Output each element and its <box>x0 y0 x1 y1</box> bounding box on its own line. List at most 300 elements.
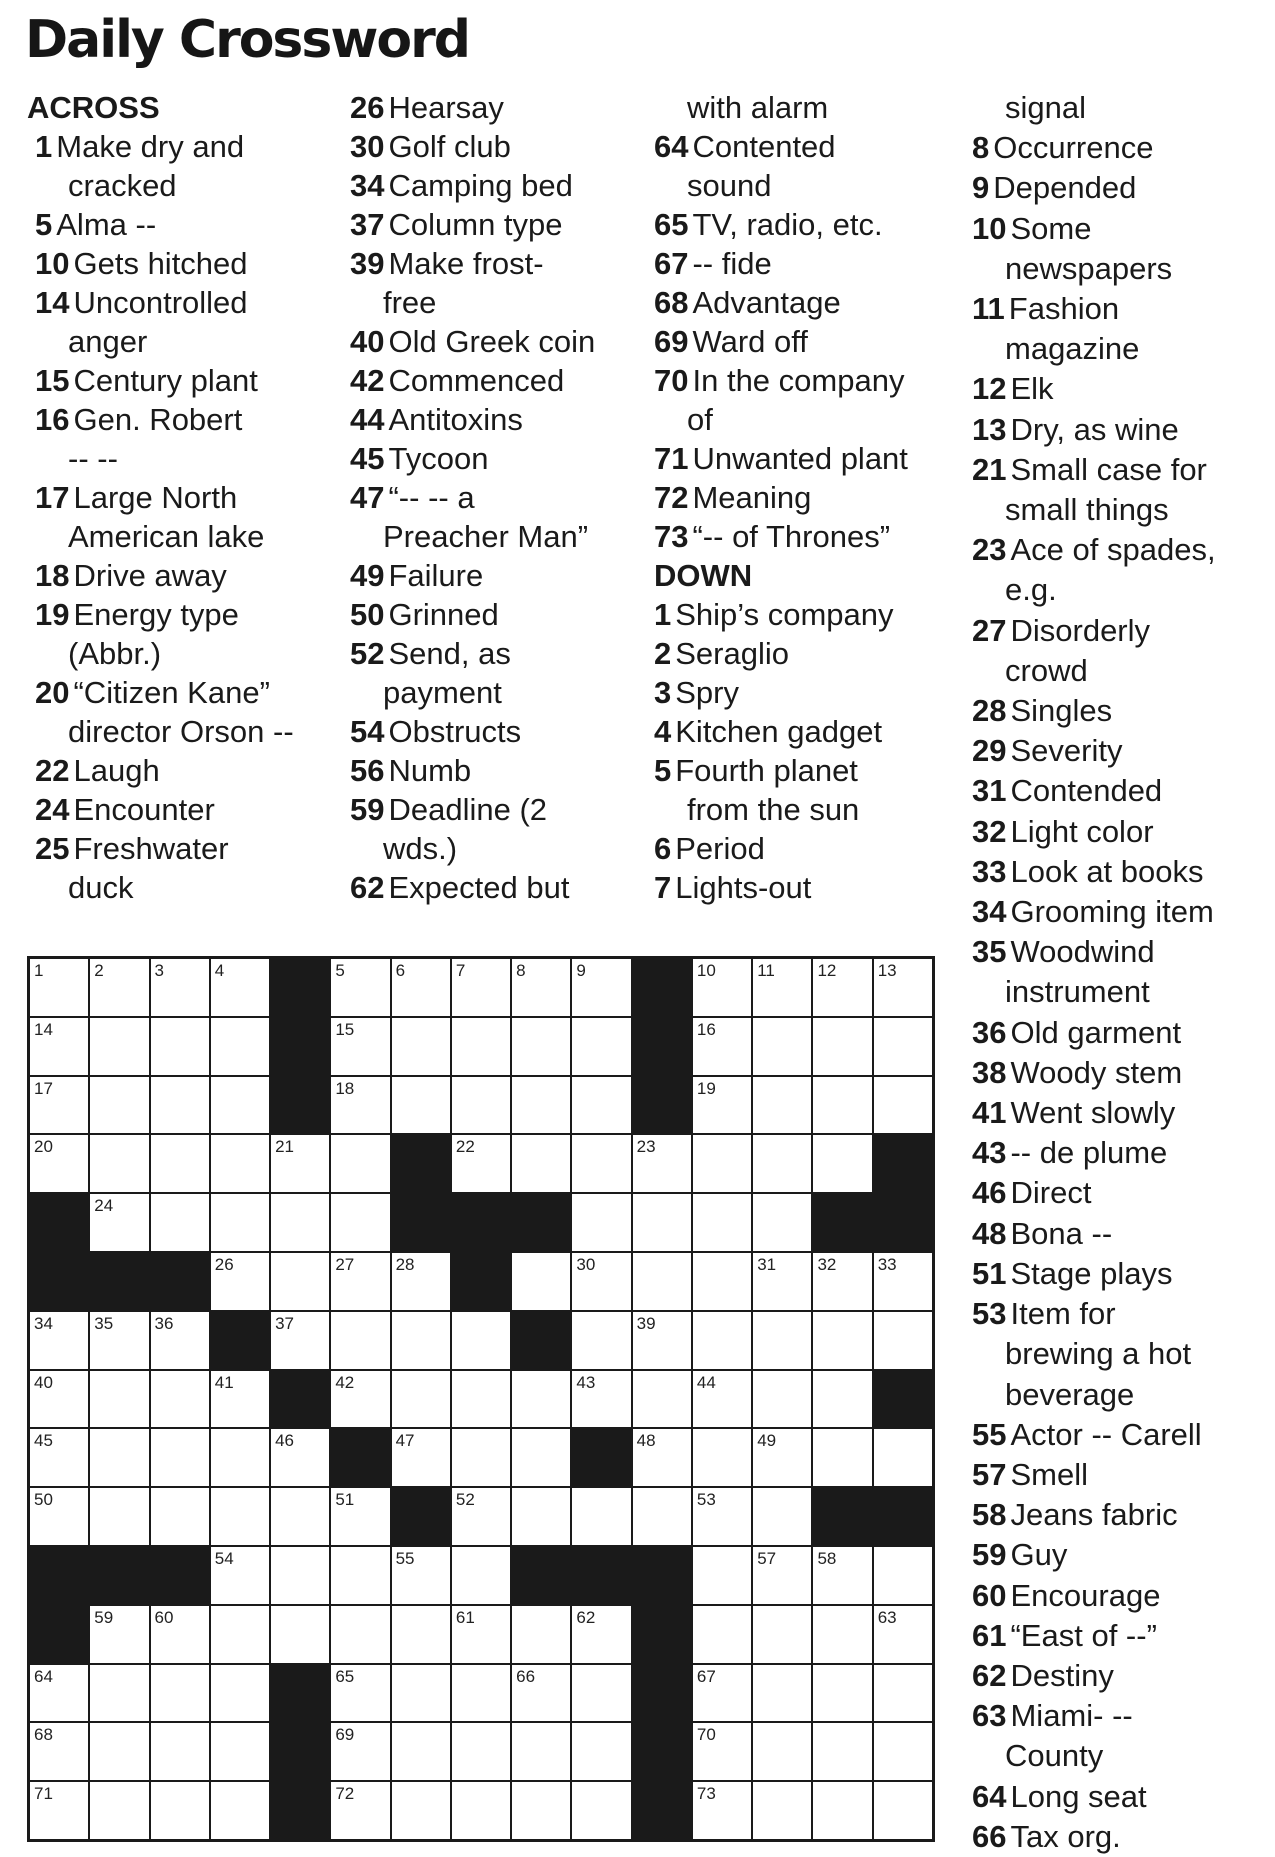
clue-number: 18 <box>35 558 70 593</box>
grid-cell[interactable] <box>572 1018 630 1075</box>
grid-cell[interactable] <box>331 1135 389 1192</box>
cell-number: 46 <box>275 1431 294 1451</box>
clue-text: Disorderly <box>1010 612 1151 648</box>
cell-number: 31 <box>757 1254 777 1274</box>
grid-cell[interactable] <box>392 1723 450 1780</box>
grid-cell[interactable] <box>211 1547 269 1604</box>
grid-cell[interactable] <box>693 1018 751 1075</box>
clue-text: Elk <box>1010 371 1054 407</box>
grid-block <box>151 1253 209 1310</box>
cell-number: 47 <box>395 1431 415 1451</box>
grid-cell[interactable] <box>331 1253 389 1310</box>
clue-text: TV, radio, etc. <box>692 207 883 242</box>
grid-cell[interactable] <box>633 1429 691 1486</box>
clue-number: 62 <box>350 870 385 905</box>
clue-continuation: free <box>383 285 437 320</box>
grid-cell[interactable] <box>693 1665 751 1722</box>
grid-cell[interactable] <box>633 1194 691 1251</box>
grid-cell[interactable] <box>211 1665 269 1722</box>
grid-cell[interactable] <box>90 1194 148 1251</box>
clue-number: 60 <box>972 1577 1007 1613</box>
grid-cell[interactable] <box>512 1488 570 1545</box>
clue-continuation: instrument <box>1005 974 1150 1010</box>
grid-cell[interactable] <box>151 1665 209 1722</box>
grid-cell[interactable] <box>392 1253 450 1310</box>
grid-cell[interactable] <box>572 1312 630 1369</box>
grid-cell[interactable] <box>693 1723 751 1780</box>
grid-cell[interactable] <box>753 1135 811 1192</box>
grid-cell[interactable] <box>512 1782 570 1839</box>
clue-text: Grooming item <box>1010 894 1214 930</box>
clue-continuation: sound <box>687 168 772 203</box>
grid-cell[interactable] <box>331 1018 389 1075</box>
clue-text: Send, as <box>388 636 511 671</box>
grid-cell[interactable] <box>753 1429 811 1486</box>
clue-number: 53 <box>972 1296 1007 1332</box>
grid-cell[interactable] <box>753 1077 811 1134</box>
grid-cell[interactable] <box>392 1547 450 1604</box>
clue-item <box>654 322 954 361</box>
clue-item <box>654 595 954 634</box>
clue-item <box>350 361 650 400</box>
grid-cell[interactable] <box>452 1547 510 1604</box>
grid-cell[interactable] <box>753 1194 811 1251</box>
clue-continuation: crowd <box>1005 652 1088 688</box>
grid-cell[interactable] <box>211 1488 269 1545</box>
grid-cell[interactable] <box>331 1371 389 1428</box>
grid-cell[interactable] <box>753 1665 811 1722</box>
grid-cell[interactable] <box>90 1312 148 1369</box>
grid-block <box>151 1547 209 1604</box>
grid-cell[interactable] <box>452 1488 510 1545</box>
grid-cell[interactable] <box>211 1723 269 1780</box>
clue-number: 26 <box>350 90 385 125</box>
cell-number: 42 <box>335 1372 355 1392</box>
grid-cell[interactable] <box>753 1371 811 1428</box>
clue-text: Alma -- <box>56 207 157 242</box>
grid-cell[interactable] <box>693 1606 751 1663</box>
grid-cell[interactable] <box>90 1606 148 1663</box>
grid-cell[interactable] <box>30 1077 88 1134</box>
clue-item <box>350 127 650 166</box>
grid-cell[interactable] <box>693 1782 751 1839</box>
grid-cell[interactable] <box>271 1253 329 1310</box>
grid-cell[interactable] <box>572 1135 630 1192</box>
grid-cell[interactable] <box>693 959 751 1016</box>
grid-cell[interactable] <box>271 1547 329 1604</box>
grid-cell[interactable] <box>693 1135 751 1192</box>
grid-cell[interactable] <box>151 1312 209 1369</box>
grid-cell[interactable] <box>874 1077 932 1134</box>
grid-cell[interactable] <box>693 1371 751 1428</box>
grid-cell[interactable] <box>572 959 630 1016</box>
grid-cell[interactable] <box>30 1135 88 1192</box>
grid-cell[interactable] <box>271 1429 329 1486</box>
grid-cell[interactable] <box>271 1135 329 1192</box>
grid-cell[interactable] <box>151 1018 209 1075</box>
clue-number: 35 <box>972 934 1007 970</box>
grid-cell[interactable] <box>512 1077 570 1134</box>
clue-item <box>35 751 347 790</box>
grid-cell[interactable] <box>90 1018 148 1075</box>
clue-continuation: signal <box>1005 90 1086 125</box>
grid-cell[interactable] <box>633 1371 691 1428</box>
grid-cell[interactable] <box>452 1606 510 1663</box>
clue-item <box>654 127 954 166</box>
grid-cell[interactable] <box>90 1723 148 1780</box>
grid-block <box>874 1194 932 1251</box>
grid-cell[interactable] <box>392 1429 450 1486</box>
clue-number: 5 <box>654 753 672 788</box>
grid-cell[interactable] <box>211 1194 269 1251</box>
grid-cell[interactable] <box>874 1253 932 1310</box>
clue-item <box>654 712 954 751</box>
clue-number: 68 <box>654 285 689 320</box>
clue-item <box>972 1133 1272 1173</box>
grid-cell[interactable] <box>211 1018 269 1075</box>
cell-number: 11 <box>757 961 775 980</box>
clue-continuation: County <box>1005 1738 1104 1774</box>
grid-cell[interactable] <box>813 1077 871 1134</box>
cell-number: 72 <box>335 1784 355 1804</box>
grid-cell[interactable] <box>572 1782 630 1839</box>
grid-cell[interactable] <box>30 1429 88 1486</box>
clue-text: “East of --” <box>1010 1617 1157 1653</box>
cell-number: 35 <box>94 1313 114 1333</box>
grid-cell[interactable] <box>30 1018 88 1075</box>
grid-cell[interactable] <box>572 1606 630 1663</box>
grid-cell[interactable] <box>331 1488 389 1545</box>
grid-cell[interactable] <box>452 1371 510 1428</box>
grid-cell[interactable] <box>211 959 269 1016</box>
clue-text: Fashion <box>1008 291 1120 327</box>
clue-number: 39 <box>350 246 385 281</box>
clue-item <box>350 634 650 673</box>
grid-cell[interactable] <box>874 1547 932 1604</box>
grid-cell[interactable] <box>813 1723 871 1780</box>
grid-cell[interactable] <box>874 1018 932 1075</box>
clue-item <box>972 530 1272 570</box>
grid-cell[interactable] <box>392 1077 450 1134</box>
clue-item <box>972 1415 1272 1455</box>
grid-cell[interactable] <box>633 1312 691 1369</box>
grid-cell[interactable] <box>693 1547 751 1604</box>
grid-block <box>572 1429 630 1486</box>
grid-cell[interactable] <box>90 1371 148 1428</box>
clue-number: 52 <box>350 636 385 671</box>
grid-cell[interactable] <box>452 1723 510 1780</box>
grid-cell[interactable] <box>30 959 88 1016</box>
clue-number: 43 <box>972 1135 1007 1171</box>
clue-item <box>972 1254 1272 1294</box>
clue-item <box>654 283 954 322</box>
grid-cell[interactable] <box>452 1665 510 1722</box>
grid-cell[interactable] <box>331 1665 389 1722</box>
clue-item <box>972 1535 1272 1575</box>
clue-number: 13 <box>972 411 1007 447</box>
clue-number: 20 <box>35 675 70 710</box>
cell-number: 59 <box>94 1607 114 1627</box>
cell-number: 3 <box>154 961 164 980</box>
grid-cell[interactable] <box>271 1312 329 1369</box>
clue-column-3 <box>654 88 954 907</box>
grid-cell[interactable] <box>151 1077 209 1134</box>
cell-number: 48 <box>636 1431 656 1451</box>
grid-cell[interactable] <box>813 1135 871 1192</box>
grid-cell[interactable] <box>211 1077 269 1134</box>
cell-number: 61 <box>455 1607 475 1627</box>
grid-cell[interactable] <box>633 1135 691 1192</box>
cell-number: 39 <box>636 1313 656 1333</box>
cell-number: 73 <box>696 1784 716 1804</box>
clue-text: Contented <box>692 129 836 164</box>
grid-cell[interactable] <box>753 1723 811 1780</box>
grid-cell[interactable] <box>813 1782 871 1839</box>
clue-number: 45 <box>350 441 385 476</box>
grid-cell[interactable] <box>572 1488 630 1545</box>
cell-number: 10 <box>696 961 716 980</box>
grid-cell[interactable] <box>452 1782 510 1839</box>
clue-text: Old garment <box>1010 1014 1182 1050</box>
grid-cell[interactable] <box>512 1606 570 1663</box>
grid-cell[interactable] <box>392 1782 450 1839</box>
grid-cell[interactable] <box>271 1606 329 1663</box>
clue-number: 34 <box>972 894 1007 930</box>
clue-number: 36 <box>972 1014 1007 1050</box>
clue-item <box>972 611 1272 651</box>
grid-cell[interactable] <box>90 959 148 1016</box>
clue-item <box>972 1214 1272 1254</box>
clue-text: “Citizen Kane” <box>73 675 270 710</box>
grid-cell[interactable] <box>392 1371 450 1428</box>
grid-cell[interactable] <box>90 1488 148 1545</box>
grid-cell[interactable] <box>633 1488 691 1545</box>
grid-cell[interactable] <box>30 1723 88 1780</box>
grid-cell[interactable] <box>151 959 209 1016</box>
grid-cell[interactable] <box>392 1665 450 1722</box>
clue-item <box>35 790 347 829</box>
grid-cell[interactable] <box>211 1135 269 1192</box>
grid-cell[interactable] <box>813 1253 871 1310</box>
grid-cell[interactable] <box>331 1547 389 1604</box>
cell-number: 7 <box>455 961 466 980</box>
grid-cell[interactable] <box>151 1606 209 1663</box>
grid-cell[interactable] <box>30 1312 88 1369</box>
clue-number: 69 <box>654 324 689 359</box>
grid-cell[interactable] <box>151 1488 209 1545</box>
clue-item <box>654 517 954 556</box>
clue-text: Item for <box>1010 1296 1116 1332</box>
grid-cell[interactable] <box>30 1782 88 1839</box>
grid-cell[interactable] <box>211 1253 269 1310</box>
grid-cell[interactable] <box>572 1194 630 1251</box>
grid-cell[interactable] <box>331 1782 389 1839</box>
grid-cell[interactable] <box>331 1606 389 1663</box>
grid-cell[interactable] <box>874 1606 932 1663</box>
clue-text: Expected but <box>388 870 570 905</box>
cell-number: 28 <box>395 1254 415 1274</box>
grid-cell[interactable] <box>512 1723 570 1780</box>
grid-cell[interactable] <box>572 1665 630 1722</box>
grid-cell[interactable] <box>392 1312 450 1369</box>
clue-number: 22 <box>35 753 70 788</box>
grid-cell[interactable] <box>813 1312 871 1369</box>
clue-item <box>350 751 650 790</box>
cell-number: 6 <box>395 961 406 980</box>
grid-cell[interactable] <box>693 1312 751 1369</box>
clue-item <box>350 205 650 244</box>
clue-item <box>350 322 650 361</box>
clue-item <box>654 205 954 244</box>
grid-cell[interactable] <box>693 1194 751 1251</box>
grid-cell[interactable] <box>151 1429 209 1486</box>
grid-cell[interactable] <box>211 1429 269 1486</box>
grid-cell[interactable] <box>452 1429 510 1486</box>
grid-cell[interactable] <box>452 959 510 1016</box>
grid-cell[interactable] <box>392 959 450 1016</box>
grid-cell[interactable] <box>813 1371 871 1428</box>
grid-cell[interactable] <box>572 1077 630 1134</box>
cell-number: 69 <box>335 1725 355 1745</box>
grid-cell[interactable] <box>753 1782 811 1839</box>
grid-cell[interactable] <box>151 1723 209 1780</box>
grid-cell[interactable] <box>90 1429 148 1486</box>
grid-cell[interactable] <box>753 1253 811 1310</box>
grid-cell[interactable] <box>90 1665 148 1722</box>
clue-number: 25 <box>35 831 70 866</box>
grid-cell[interactable] <box>874 1782 932 1839</box>
grid-cell[interactable] <box>813 1018 871 1075</box>
grid-cell[interactable] <box>90 1782 148 1839</box>
grid-cell[interactable] <box>693 1429 751 1486</box>
grid-cell[interactable] <box>512 1018 570 1075</box>
grid-cell[interactable] <box>331 959 389 1016</box>
grid-cell[interactable] <box>512 959 570 1016</box>
grid-cell[interactable] <box>211 1606 269 1663</box>
grid-block <box>30 1547 88 1604</box>
grid-cell[interactable] <box>512 1253 570 1310</box>
grid-cell[interactable] <box>151 1194 209 1251</box>
grid-cell[interactable] <box>331 1312 389 1369</box>
grid-cell[interactable] <box>452 1312 510 1369</box>
grid-cell[interactable] <box>331 1194 389 1251</box>
grid-cell[interactable] <box>452 1135 510 1192</box>
grid-cell[interactable] <box>693 1488 751 1545</box>
grid-cell[interactable] <box>813 1665 871 1722</box>
grid-cell[interactable] <box>753 1606 811 1663</box>
grid-cell[interactable] <box>572 1371 630 1428</box>
grid-cell[interactable] <box>874 1429 932 1486</box>
grid-cell[interactable] <box>753 1488 811 1545</box>
clue-number: 37 <box>350 207 385 242</box>
grid-cell[interactable] <box>572 1723 630 1780</box>
clue-text: Destiny <box>1010 1657 1114 1693</box>
grid-cell[interactable] <box>813 1606 871 1663</box>
clue-item <box>972 128 1272 168</box>
clue-item <box>350 556 650 595</box>
clue-number: 27 <box>972 612 1007 648</box>
grid-cell[interactable] <box>813 1547 871 1604</box>
clue-number: 5 <box>35 207 53 242</box>
grid-cell[interactable] <box>452 1018 510 1075</box>
cell-number: 15 <box>335 1019 355 1039</box>
cell-number: 13 <box>877 961 897 980</box>
grid-block <box>813 1488 871 1545</box>
clue-item <box>350 595 650 634</box>
grid-cell[interactable] <box>392 1018 450 1075</box>
grid-cell[interactable] <box>151 1782 209 1839</box>
clue-number: 33 <box>972 853 1007 889</box>
grid-cell[interactable] <box>30 1665 88 1722</box>
clue-number: 67 <box>654 246 689 281</box>
grid-cell[interactable] <box>90 1077 148 1134</box>
grid-cell[interactable] <box>874 1312 932 1369</box>
grid-cell[interactable] <box>211 1782 269 1839</box>
grid-cell[interactable] <box>753 1312 811 1369</box>
clue-text: Stage plays <box>1010 1255 1173 1291</box>
grid-cell[interactable] <box>512 1371 570 1428</box>
clue-item <box>972 1093 1272 1133</box>
grid-block <box>633 1018 691 1075</box>
clue-number: 64 <box>972 1778 1007 1814</box>
grid-cell[interactable] <box>633 1253 691 1310</box>
grid-cell[interactable] <box>151 1371 209 1428</box>
crossword-grid <box>27 956 935 1842</box>
grid-cell[interactable] <box>512 1429 570 1486</box>
grid-cell[interactable] <box>512 1135 570 1192</box>
clue-item <box>972 1053 1272 1093</box>
clue-item <box>972 852 1272 892</box>
grid-cell[interactable] <box>693 1253 751 1310</box>
clue-text: Fourth planet <box>675 753 858 788</box>
clue-item <box>654 361 954 400</box>
grid-block <box>633 1782 691 1839</box>
grid-cell[interactable] <box>813 959 871 1016</box>
clue-continuation: of <box>687 402 713 437</box>
clue-continuation: cracked <box>68 168 177 203</box>
grid-cell[interactable] <box>693 1077 751 1134</box>
clue-text: Antitoxins <box>388 402 523 437</box>
grid-cell[interactable] <box>874 1665 932 1722</box>
cell-number: 4 <box>214 961 225 980</box>
grid-cell[interactable] <box>874 959 932 1016</box>
grid-cell[interactable] <box>572 1253 630 1310</box>
grid-cell[interactable] <box>271 1194 329 1251</box>
grid-cell[interactable] <box>211 1371 269 1428</box>
grid-cell[interactable] <box>90 1135 148 1192</box>
clue-number: 19 <box>35 597 70 632</box>
grid-cell[interactable] <box>512 1665 570 1722</box>
grid-cell[interactable] <box>753 959 811 1016</box>
cell-number: 22 <box>455 1137 475 1157</box>
clue-item <box>35 478 347 517</box>
grid-cell[interactable] <box>331 1077 389 1134</box>
grid-cell[interactable] <box>331 1723 389 1780</box>
cell-number: 41 <box>214 1372 234 1392</box>
grid-cell[interactable] <box>874 1723 932 1780</box>
grid-cell[interactable] <box>30 1488 88 1545</box>
grid-cell[interactable] <box>30 1371 88 1428</box>
grid-cell[interactable] <box>452 1077 510 1134</box>
grid-cell[interactable] <box>151 1135 209 1192</box>
grid-cell[interactable] <box>813 1429 871 1486</box>
grid-cell[interactable] <box>271 1488 329 1545</box>
cell-number: 65 <box>335 1666 355 1686</box>
clue-item <box>350 478 650 517</box>
grid-cell[interactable] <box>753 1547 811 1604</box>
grid-cell[interactable] <box>753 1018 811 1075</box>
grid-cell[interactable] <box>392 1606 450 1663</box>
